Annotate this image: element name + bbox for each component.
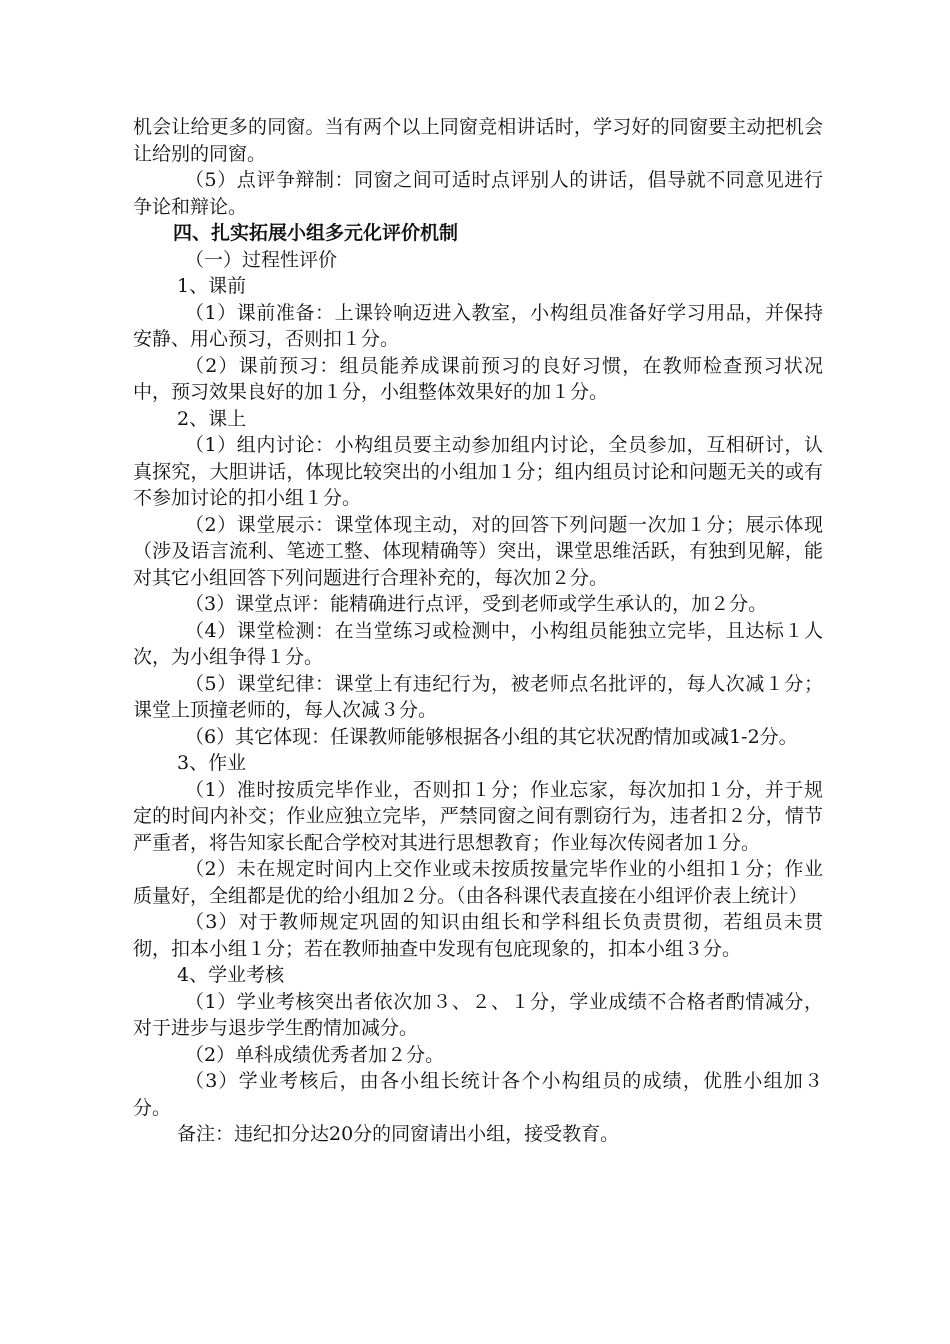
paragraph-item: （1）组内讨论：小构组员要主动参加组内讨论，全员参加，互相研讨，认真探究，大胆讲话，体现比较突出的小组加１分；组内组员讨论和问题无关的或有不参加讨论的扣小组１分。 bbox=[133, 434, 823, 509]
note-paragraph: 备注：违纪扣分达20分的同窗请出小组，接受教育。 bbox=[177, 1123, 620, 1145]
subsection-title: 2、课上 bbox=[177, 407, 247, 430]
subsection-title: 3、作业 bbox=[177, 752, 247, 774]
paragraph-item: （3）学业考核后，由各小组长统计各个小构组员的成绩，优胜小组加３分。 bbox=[133, 1070, 823, 1119]
paragraph-item: （2）课前预习：组员能养成课前预习的良好习惯，在教师检查预习状况中，预习效果良好的加１分，小组整体效果好的加１分。 bbox=[133, 354, 823, 403]
paragraph-item: （1）学业考核突出者依次加３、２、１分，学业成绩不合格者酌情减分，对于进步与退步学生酌情加减分。 bbox=[133, 990, 823, 1039]
paragraph-item: （4）课堂检测：在当堂练习或检测中，小构组员能独立完毕，且达标１人次，为小组争得１分。 bbox=[133, 619, 823, 668]
paragraph-item: （2）课堂展示：课堂体现主动，对的回答下列问题一次加１分；展示体现（涉及语言流利、笔迹工整、体现精确等）突出，课堂思维活跃，有独到见解，能对其它小组回答下列问题进行合理补充的，每次加２分。 bbox=[133, 513, 823, 589]
paragraph-item: （1）准时按质完毕作业，否则扣１分；作业忘家，每次加扣１分，并于规定的时间内补交；作业应独立完毕，严禁同窗之间有剽窃行为，违者扣２分，情节严重者，将告知家长配合学校对其进行思想教育；作业每次传阅者加１分。 bbox=[133, 778, 823, 854]
paragraph-item: （3）对于教师规定巩固的知识由组长和学科组长负责贯彻，若组员未贯彻，扣本小组１分；若在教师抽查中发现有包庇现象的，扣本小组３分。 bbox=[133, 911, 823, 960]
subsection-title: （一）过程性评价 bbox=[185, 248, 338, 271]
paragraph-item: （5）课堂纪律：课堂上有违纪行为，被老师点名批评的，每人次减１分；课堂上顶撞老师的，每人次减３分。 bbox=[133, 672, 823, 721]
document-body bbox=[133, 114, 823, 1148]
section-heading: 四、扎实拓展小组多元化评价机制 bbox=[173, 222, 459, 244]
paragraph-item: （1）课前准备：上课铃响迈进入教室，小构组员准备好学习用品，并保持安静、用心预习，否则扣１分。 bbox=[133, 301, 823, 350]
paragraph-item: （2）未在规定时间内上交作业或未按质按量完毕作业的小组扣１分；作业质量好，全组都是优的给小组加２分。（由各科课代表直接在小组评价表上统计） bbox=[133, 858, 823, 907]
paragraph-item: （5）点评争辩制：同窗之间可适时点评别人的讲话，倡导就不同意见进行争论和辩论。 bbox=[133, 169, 823, 218]
paragraph-item: （2）单科成绩优秀者加２分。 bbox=[185, 1043, 445, 1066]
paragraph-item: （6）其它体现：任课教师能够根据各小组的其它状况酌情加或减1-2分。 bbox=[185, 725, 798, 748]
paragraph-item: （3）课堂点评：能精确进行点评，受到老师或学生承认的，加２分。 bbox=[185, 593, 768, 615]
subsection-title: 1、课前 bbox=[177, 275, 247, 297]
paragraph-continuation: 机会让给更多的同窗。当有两个以上同窗竞相讲话时，学习好的同窗要主动把机会让给别的同窗。 bbox=[133, 116, 823, 165]
subsection-title: 4、学业考核 bbox=[177, 964, 285, 986]
